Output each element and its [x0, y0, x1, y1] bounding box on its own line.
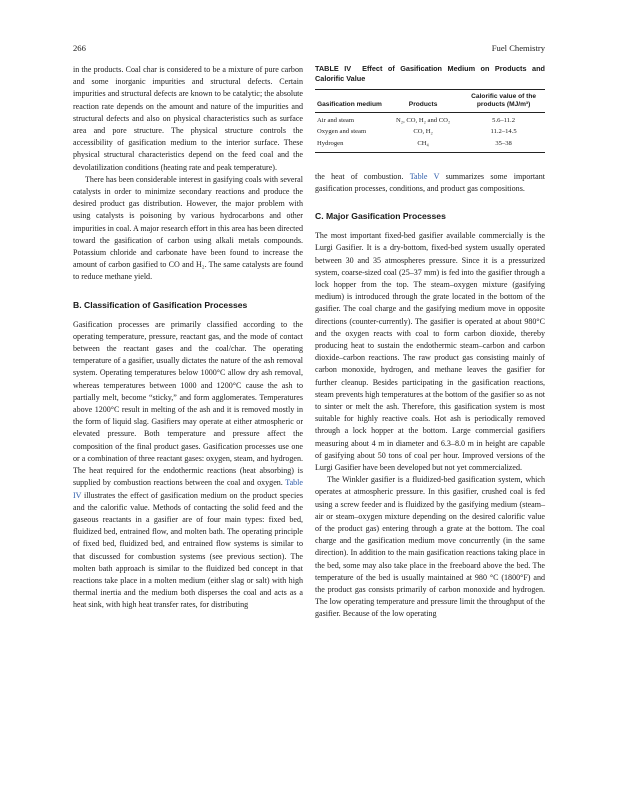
paragraph: in the products. Coal char is considered to be a mixture of pure carbon and some inorganic impurities and structural defects. Certain impurities and structural defects are known to be catalytic; the absolute reaction rate depends on the amount and nature of the impurities and structural defects and also on physical characteristics such as surface area and pore structure. The physical structure controls the accessibility of gasification medium to the interior surface. These physical structural characteristics depend on the feed coal and the devolatilization conditions (heating rate and peak temperature).: [73, 65, 303, 172]
paragraph: There has been considerable interest in gasifying coals with several catalysts in order to minimize secondary reactions and produce the desired product gas distribution. However, the major problem with using catalysts is poisoning by various hydrocarbons and other impurities in coal. A major research effort in this area has been directed toward the gasification of carbon using alkali metals compounds. Potassium chloride and carbonate have been found to increase the amount of carbon gasified to CO and H₂. The same catalysts are found to reduce methane yield.: [73, 174, 303, 282]
table-cell: Oxygen and steam: [317, 128, 367, 136]
table-cell: CO, H₂: [413, 128, 433, 136]
table-cell: Hydrogen: [317, 139, 344, 147]
table-row: [315, 126, 545, 137]
table-cell: 11.2–14.5: [490, 128, 517, 136]
table-caption: [315, 64, 545, 83]
table-row: [315, 113, 545, 127]
column-header: Gasification medium: [315, 90, 384, 113]
table-title: Effect of Gasification Medium on Products and Calorific Value: [315, 64, 546, 83]
table-iv-link[interactable]: Table IV: [73, 478, 303, 500]
paragraph-text: illustrates the effect of gasification medium on the product species and the calorific value. Methods of contacting the solid feed and the gaseous reactants in a gasifier are of four main types: fixed bed, fluidized bed, entrained flow, and molten bath. The operating principle of fixed bed, fluidized bed, and entrained flow systems is similar to that discussed for combustion systems (see previous section). The molten bath approach is similar to the fluidized bed concept in that reactions take place in a molten medium (either slag or salt) with high thermal inertia and the medium both disperses the coal and acts as a heat sink, with high heat transfer rates, for distributing: [73, 490, 303, 610]
table-label: TABLE IV: [315, 64, 352, 73]
paragraph-text: the heat of combustion.: [315, 171, 410, 181]
paragraph-text: summarizes some important gasification processes, conditions, and product gas compositions.: [315, 171, 545, 193]
table-header-row: [315, 90, 545, 113]
table-cell: Air and steam: [317, 117, 354, 124]
section-heading-b: B. Classification of Gasification Processes: [73, 299, 248, 310]
journal-title: Fuel Chemistry: [491, 43, 545, 53]
right-column: [315, 64, 545, 621]
section-heading-c: C. Major Gasification Processes: [315, 211, 446, 222]
paragraph-text: Gasification processes are primarily classified according to the operating temperature, pressure, reactant gas, and the mode of contact between the reactant gases and the coal/char. The operating temperature of a gasifier, usually dictates the nature of the ash removal system. Operating temperatures below 1000°C allow dry ash removal, whereas temperatures between 1000 and 1200°C cause the ash to partially melt, become “sticky,” and form agglomerates. Temperatures above 1200°C result in melting of the ash and it is removed mostly in the form of liquid slag. Gasifiers may operate at either atmospheric or elevated pressure. Both temperature and pressure affect the composition of the final product gases. Gasification processes use one or a combination of three reactant gases: oxygen, steam, and hydrogen. The heat required for the endothermic reactions (heat absorbing) is supplied by combustion reactions between the coal and oxygen.: [73, 319, 303, 488]
paragraph: The most important fixed-bed gasifier available commercially is the Lurgi Gasifier. It is a dry-bottom, fixed-bed system usually operated between 30 and 35 atmospheres pressure. Since it is a pressurized system, coarse-sized coal (25–37 mm) is fed into the gasifier through a lock hopper from the top. The steam–oxygen mixture (gasifying medium) is introduced through the grate located in the bottom of the gasifier. The coal charge and the gasifying medium move in opposite directions (counter-currently). The gasifier is operated at about 980°C and the oxygen reacts with coal to form carbon dioxide, thereby producing heat to sustain the endothermic steam–carbon and carbon dioxide–carbon reactions. The raw product gas consisting mainly of carbon monoxide, hydrogen, and methane leaves the gasifier for further cleanup. Besides participating in the gasification reactions, steam prevents high temperatures at the bottom of the gasifier so as not to sinter or melt the ash. Therefore, this gasification system is most suitable for highly reactive coals. Hot ash is periodically removed through a lock hopper at the bottom. Large commercial gasifiers measuring about 4 m in diameter and 6.3–8.0 m in height are capable of gasifying about 50 tons of coal per hour. Improved versions of the Lurgi Gasifier have been developed but not yet commercialized.: [315, 231, 545, 473]
table-v-link[interactable]: Table V: [409, 171, 440, 181]
column-header: Calorific value of the products (MJ/m³): [462, 90, 545, 113]
paragraph: [73, 319, 303, 612]
column-header: Products: [384, 90, 462, 113]
paragraph: The Winkler gasifier is a fluidized-bed gasification system, which operates at atmospheric pressure. In this gasifier, crushed coal is fed using a screw feeder and is fluidized by the gasifying medium (steam–air or steam–oxygen mixture depending on the desired calorific value of the product gas) entering through a grate at the bottom. The coal charge and the gasification medium move concurrently (in the same direction). In addition to the main gasification reactions taking place in the bed, some may also take place in the freeboard above the bed. The temperature of the bed is usually maintained at 980 °C (1800°F) and the product gas consists primarily of carbon monoxide and hydrogen. The low operating temperature and pressure limit the throughput of the gasifier. Because of the low operating: [315, 475, 545, 619]
left-column: [73, 64, 303, 612]
table-row: [315, 138, 545, 152]
table-bottom-rule: [315, 152, 545, 153]
paragraph: [315, 171, 545, 195]
table-cell: 35–38: [495, 139, 512, 147]
table-cell: 5.6–11.2: [492, 117, 516, 124]
table-cell: N₂, CO, H₂ and CO₂: [396, 117, 451, 124]
table-iv: [315, 89, 545, 152]
page-number: 266: [73, 43, 86, 53]
table-cell: CH₄: [417, 139, 429, 147]
running-head: [73, 42, 545, 54]
